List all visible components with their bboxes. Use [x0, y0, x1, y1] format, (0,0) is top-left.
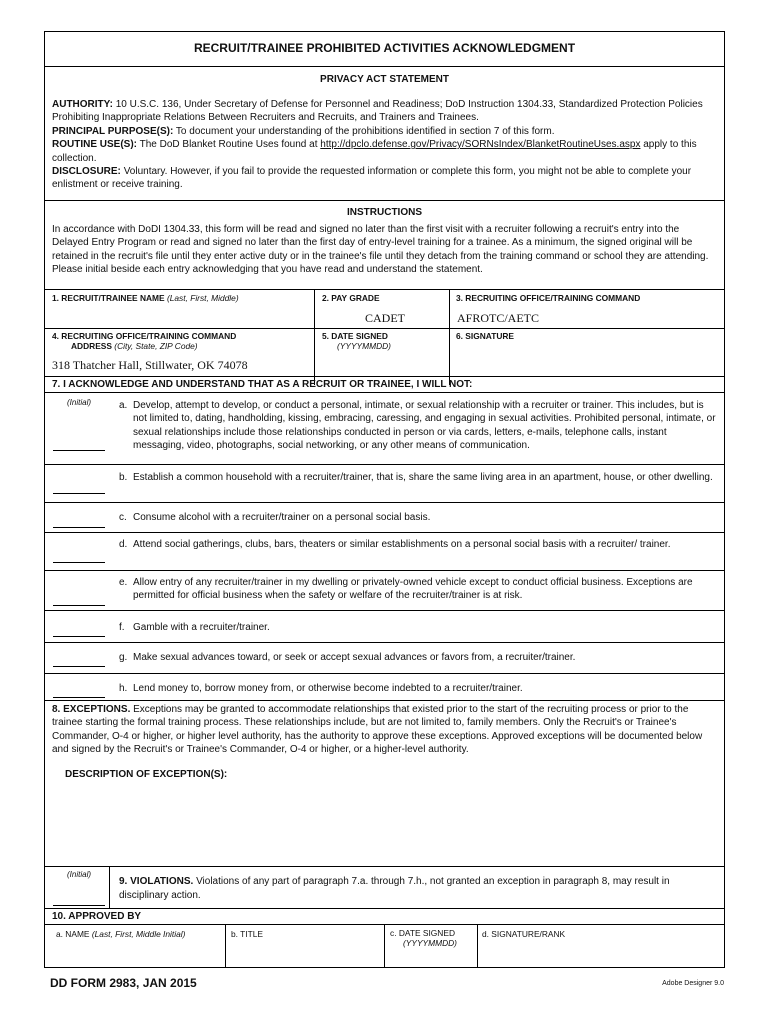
initial-label: (Initial): [67, 870, 92, 879]
item-7f: f. Gamble with a recruiter/trainer.: [119, 622, 270, 633]
item-7g: g. Make sexual advances toward, or seek or accept sexual advances or favors from, a recruiter/trainer.: [119, 652, 576, 663]
divider: [45, 610, 724, 611]
pay-grade-field[interactable]: CADET: [365, 311, 405, 325]
divider: [225, 924, 226, 968]
item-7c: c. Consume alcohol with a recruiter/trainer on a personal social basis.: [119, 512, 431, 523]
divider: [45, 502, 724, 503]
section-8-exceptions: 8. EXCEPTIONS. Exceptions may be granted to accommodate relationships that existed prior to the start of the recruiting process or prior to the trainee starting the formal training process. These relationships include, but are not limited to, family members. Only the Recruit's or Trainee's Commander, O-4 or higher, or higher level authority, has the authority to approve these exceptions. Approved exceptions will be documented below and signed by the Recruit's or Trainee's Commander, O-4 or higher, or a higher-level authority.: [52, 704, 703, 756]
divider: [45, 392, 724, 393]
initial-field-7a[interactable]: [53, 450, 105, 451]
divider: [45, 673, 724, 674]
form-frame: [44, 31, 725, 968]
recruit-name-field[interactable]: [48, 304, 310, 326]
divider: [45, 464, 724, 465]
divider: [45, 532, 724, 533]
divider: [384, 924, 385, 968]
authority-paragraph: AUTHORITY: 10 U.S.C. 136, Under Secretary of Defense for Personnel and Readiness; DoD Instruction 1304.33, Standardized Protection Policies Prohibiting Inappropriate Relations Between Recruiters and Recruits, and Trainers and Trainees.: [52, 99, 703, 124]
initial-field-7b[interactable]: [53, 493, 105, 494]
description-of-exceptions-label: DESCRIPTION OF EXCEPTION(S):: [65, 769, 228, 780]
initial-field-7h[interactable]: [53, 697, 105, 698]
initial-field-7d[interactable]: [53, 562, 105, 563]
divider: [45, 328, 724, 329]
form-number: DD FORM 2983, JAN 2015: [50, 976, 197, 990]
initial-field-7c[interactable]: [53, 527, 105, 528]
initial-field-7g[interactable]: [53, 666, 105, 667]
divider: [314, 289, 315, 385]
field-4-label: 4. RECRUITING OFFICE/TRAINING COMMAND ADDRESS (City, State, ZIP Code): [52, 331, 237, 351]
recruiting-office-field[interactable]: AFROTC/AETC: [457, 311, 540, 325]
field-2-label: 2. PAY GRADE: [322, 293, 380, 303]
routine-paragraph: ROUTINE USE(S): The DoD Blanket Routine Uses found at http://dpclo.defense.gov/Privacy/SORNsIndex/BlanketRoutineUses.aspx apply to this collection.: [52, 139, 697, 164]
divider: [45, 570, 724, 571]
initial-field-7e[interactable]: [53, 605, 105, 606]
item-7h: h. Lend money to, borrow money from, or otherwise become indebted to a recruiter/trainer.: [119, 683, 523, 694]
divider: [45, 908, 724, 909]
item-7e: e. Allow entry of any recruiter/trainer in my dwelling or privately-owned vehicle except to conduct official business. Exceptions are permitted for official business when the safety or welfare of the recruiter/trainer is at risk.: [119, 577, 693, 602]
field-1-label: 1. RECRUIT/TRAINEE NAME (Last, First, Middle): [52, 293, 239, 303]
approver-title-field[interactable]: [228, 942, 381, 966]
divider: [45, 642, 724, 643]
disclosure-paragraph: DISCLOSURE: Voluntary. However, if you fail to provide the requested information or complete this form, you might not be able to complete your enlistment or receive training.: [52, 166, 692, 191]
approver-title-label: b. TITLE: [231, 929, 263, 939]
divider: [45, 376, 724, 377]
item-7d: d. Attend social gatherings, clubs, bars, theaters or similar establishments on a personal social basis with a recruiter/ trainer.: [119, 539, 671, 550]
instructions-heading: INSTRUCTIONS: [347, 207, 422, 218]
divider: [449, 289, 450, 385]
divider: [45, 200, 724, 201]
approval-date-label: c. DATE SIGNED (YYYYMMDD): [390, 928, 457, 948]
divider: [45, 289, 724, 290]
initial-field-7f[interactable]: [53, 636, 105, 637]
designer-note: Adobe Designer 9.0: [662, 980, 724, 987]
field-5-label: 5. DATE SIGNED (YYYYMMDD): [322, 331, 391, 351]
signature-rank-label: d. SIGNATURE/RANK: [482, 929, 566, 939]
divider: [477, 924, 478, 968]
divider: [109, 866, 110, 908]
field-6-label: 6. SIGNATURE: [456, 331, 515, 341]
divider: [45, 700, 724, 701]
form-title: RECRUIT/TRAINEE PROHIBITED ACTIVITIES ACKNOWLEDGMENT: [193, 41, 576, 55]
exceptions-description-field[interactable]: [65, 784, 705, 864]
approver-name-field[interactable]: [49, 942, 221, 966]
section-10-heading: 10. APPROVED BY: [52, 911, 142, 922]
item-7a: a. Develop, attempt to develop, or conduct a personal, intimate, or sexual relationship with a recruiter or trainer. This includes, but is not limited to, dating, handholding, kissing, embracing, caressing, and engaging in sexual activities. Prohibited personal, intimate, or sexual relationships include those relationships conducted in person or via cards, letters, e-mails, telephone calls, instant messaging, video, photographs, social networking, or any other means of communication.: [119, 400, 716, 451]
section-7-heading: 7. I ACKNOWLEDGE AND UNDERSTAND THAT AS A RECRUIT OR TRAINEE, I WILL NOT:: [52, 379, 473, 390]
privacy-statement: [52, 98, 717, 192]
approver-name-label: a. NAME (Last, First, Middle Initial): [56, 929, 186, 939]
section-9-violations: 9. VIOLATIONS. Violations of any part of paragraph 7.a. through 7.h., not granted an exception in paragraph 8, may result in disciplinary action.: [119, 876, 670, 901]
field-3-label: 3. RECRUITING OFFICE/TRAINING COMMAND: [456, 293, 641, 303]
divider: [45, 66, 724, 67]
signature-rank-field[interactable]: [480, 942, 720, 966]
divider: [45, 866, 724, 867]
privacy-heading: PRIVACY ACT STATEMENT: [320, 74, 449, 85]
item-7b: b. Establish a common household with a recruiter/trainer, that is, share the same living area in an apartment, house, or other dwelling.: [119, 472, 713, 483]
routine-uses-link[interactable]: http://dpclo.defense.gov/Privacy/SORNsIndex/BlanketRoutineUses.aspx: [320, 139, 641, 151]
address-field[interactable]: 318 Thatcher Hall, Stillwater, OK 74078: [52, 358, 248, 372]
instructions-text: In accordance with DoDI 1304.33, this form will be read and signed no later than the first visit with a recruiter following a recruit's entry into the Delayed Entry Program or read and signed no later than the first day of entry-level training for a trainee. As a minimum, the signed original will be retained in the recruit's file until they enter active duty or in the trainee's file until they detach from the training command or school they are attending. Please initial beside each entry acknowledging that you have read and understand the statement.: [52, 224, 709, 276]
initial-field-9[interactable]: [53, 905, 105, 906]
purpose-paragraph: PRINCIPAL PURPOSE(S): To document your understanding of the prohibitions identified in section 7 of this form.: [52, 125, 555, 137]
initial-label: (Initial): [67, 398, 92, 407]
